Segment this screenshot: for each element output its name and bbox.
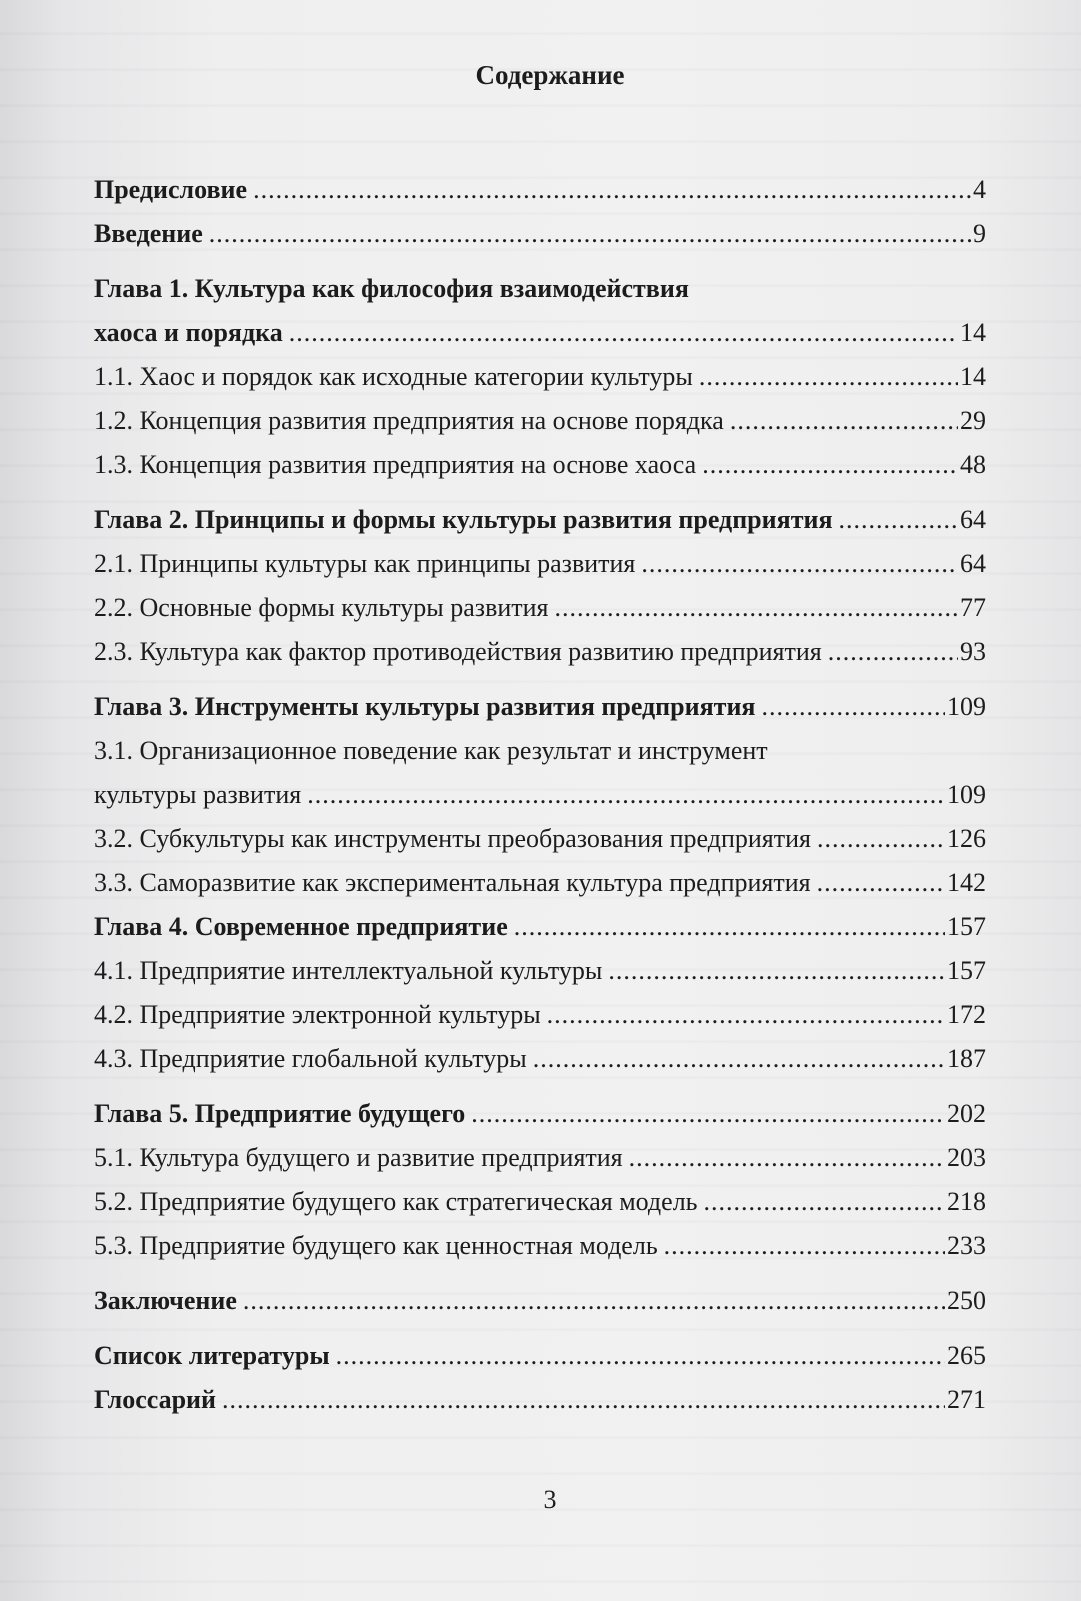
toc-entry-conclusion (94, 1279, 986, 1323)
dot-leader (817, 817, 945, 861)
toc-entry-label: 1.1. Хаос и порядок как исходные категории культуры (94, 362, 693, 391)
dot-leader (253, 168, 971, 212)
table-of-contents (94, 168, 986, 1422)
toc-entry-page: 271 (947, 1385, 986, 1414)
toc-entry-page: 29 (960, 406, 986, 435)
toc-entry-4-3 (94, 1037, 986, 1081)
toc-entry-page: 14 (960, 362, 986, 391)
dot-leader (471, 1092, 945, 1136)
toc-entry-3-1 (94, 773, 986, 817)
toc-entry-1-2 (94, 399, 986, 443)
toc-entry-label: 2.3. Культура как фактор противодействия развитию предприятия (94, 637, 822, 666)
toc-entry-label: Глава 5. Предприятие будущего (94, 1099, 466, 1128)
toc-entry-chapter-3 (94, 685, 986, 729)
toc-entry-page: 218 (947, 1187, 986, 1216)
toc-entry-page: 9 (973, 219, 986, 248)
toc-entry-label: 2.1. Принципы культуры как принципы развития (94, 549, 636, 578)
dot-leader (629, 1136, 945, 1180)
toc-entry-2-2 (94, 586, 986, 630)
toc-entry-page: 202 (947, 1099, 986, 1128)
toc-entry-label: Список литературы (94, 1341, 330, 1370)
toc-entry-label: 5.2. Предприятие будущего как стратегическая модель (94, 1187, 698, 1216)
toc-entry-chapter-4 (94, 905, 986, 949)
toc-entry-chapter-2 (94, 498, 986, 542)
toc-entry-page: 77 (960, 593, 986, 622)
dot-leader (307, 773, 945, 817)
toc-entry-label: 4.3. Предприятие глобальной культуры (94, 1044, 527, 1073)
toc-entry-label: 4.2. Предприятие электронной культуры (94, 1000, 541, 1029)
toc-entry-label: культуры развития (94, 780, 302, 809)
page-number: 3 (543, 1485, 557, 1514)
toc-entry-preface (94, 168, 986, 212)
toc-entry-page: 14 (960, 318, 986, 347)
dot-leader (209, 212, 971, 256)
dot-leader (704, 1180, 945, 1224)
toc-entry-5-1 (94, 1136, 986, 1180)
dot-leader (608, 949, 945, 993)
toc-entry-page: 48 (960, 450, 986, 479)
toc-entry-chapter-5 (94, 1092, 986, 1136)
toc-entry-chapter-1 (94, 311, 986, 355)
toc-entry-label: Глава 4. Современное предприятие (94, 912, 508, 941)
dot-leader (533, 1037, 945, 1081)
dot-leader (817, 861, 945, 905)
toc-entry-label: 5.1. Культура будущего и развитие предприятия (94, 1143, 623, 1172)
dot-leader (702, 443, 958, 487)
toc-entry-label: Глава 2. Принципы и формы культуры развития предприятия (94, 505, 833, 534)
toc-entry-introduction (94, 212, 986, 256)
toc-entry-label: Предисловие (94, 175, 248, 204)
toc-entry-3-2 (94, 817, 986, 861)
toc-entry-label: хаоса и порядка (94, 318, 283, 347)
toc-entry-page: 265 (947, 1341, 986, 1370)
toc-entry-page: 109 (947, 692, 986, 721)
dot-leader (641, 542, 958, 586)
toc-entry-label: Глоссарий (94, 1385, 217, 1414)
dot-leader (243, 1279, 945, 1323)
toc-entry-label: Глава 3. Инструменты культуры развития предприятия (94, 692, 756, 721)
toc-entry-5-2 (94, 1180, 986, 1224)
dot-leader (336, 1334, 945, 1378)
toc-entry-page: 157 (947, 912, 986, 941)
toc-entry-label: 3.2. Субкультуры как инструменты преобразования предприятия (94, 824, 812, 853)
toc-entry-label: 4.1. Предприятие интеллектуальной культуры (94, 956, 603, 985)
toc-entry-1-1 (94, 355, 986, 399)
page-title: Содержание (475, 60, 625, 90)
toc-entry-page: 64 (960, 505, 986, 534)
toc-entry-label: 3.3. Саморазвитие как экспериментальная культура предприятия (94, 868, 811, 897)
toc-entry-page: 203 (947, 1143, 986, 1172)
toc-entry-5-3 (94, 1224, 986, 1268)
toc-entry-bibliography (94, 1334, 986, 1378)
toc-entry-glossary (94, 1378, 986, 1422)
toc-entry-label: Введение (94, 219, 203, 248)
dot-leader (839, 498, 958, 542)
toc-entry-page: 142 (947, 868, 986, 897)
toc-entry-page: 4 (973, 175, 986, 204)
dot-leader (699, 355, 958, 399)
toc-entry-page: 157 (947, 956, 986, 985)
dot-leader (664, 1224, 945, 1268)
toc-entry-label: 1.2. Концепция развития предприятия на основе порядка (94, 406, 724, 435)
toc-entry-page: 250 (947, 1286, 986, 1315)
toc-entry-label: 1.3. Концепция развития предприятия на основе хаоса (94, 450, 697, 479)
toc-chapter-1-line-1: Глава 1. Культура как философия взаимодействия (94, 274, 689, 303)
toc-entry-page: 64 (960, 549, 986, 578)
toc-entry-2-3 (94, 630, 986, 674)
toc-entry-page: 233 (947, 1231, 986, 1260)
toc-entry-1-3 (94, 443, 986, 487)
toc-entry-page: 172 (947, 1000, 986, 1029)
toc-entry-3-3 (94, 861, 986, 905)
toc-entry-4-2 (94, 993, 986, 1037)
dot-leader (555, 586, 959, 630)
toc-entry-label: Заключение (94, 1286, 237, 1315)
toc-entry-page: 93 (960, 637, 986, 666)
toc-entry-3-1-line-1: 3.1. Организационное поведение как результат и инструмент (94, 736, 768, 765)
toc-entry-label: 2.2. Основные формы культуры развития (94, 593, 549, 622)
dot-leader (762, 685, 946, 729)
dot-leader (222, 1378, 945, 1422)
dot-leader (828, 630, 958, 674)
toc-entry-page: 109 (947, 780, 986, 809)
dot-leader (547, 993, 945, 1037)
toc-entry-page: 126 (947, 824, 986, 853)
toc-entry-2-1 (94, 542, 986, 586)
toc-entry-label: 5.3. Предприятие будущего как ценностная модель (94, 1231, 658, 1260)
toc-entry-4-1 (94, 949, 986, 993)
dot-leader (730, 399, 958, 443)
dot-leader (289, 311, 958, 355)
dot-leader (514, 905, 945, 949)
toc-entry-page: 187 (947, 1044, 986, 1073)
